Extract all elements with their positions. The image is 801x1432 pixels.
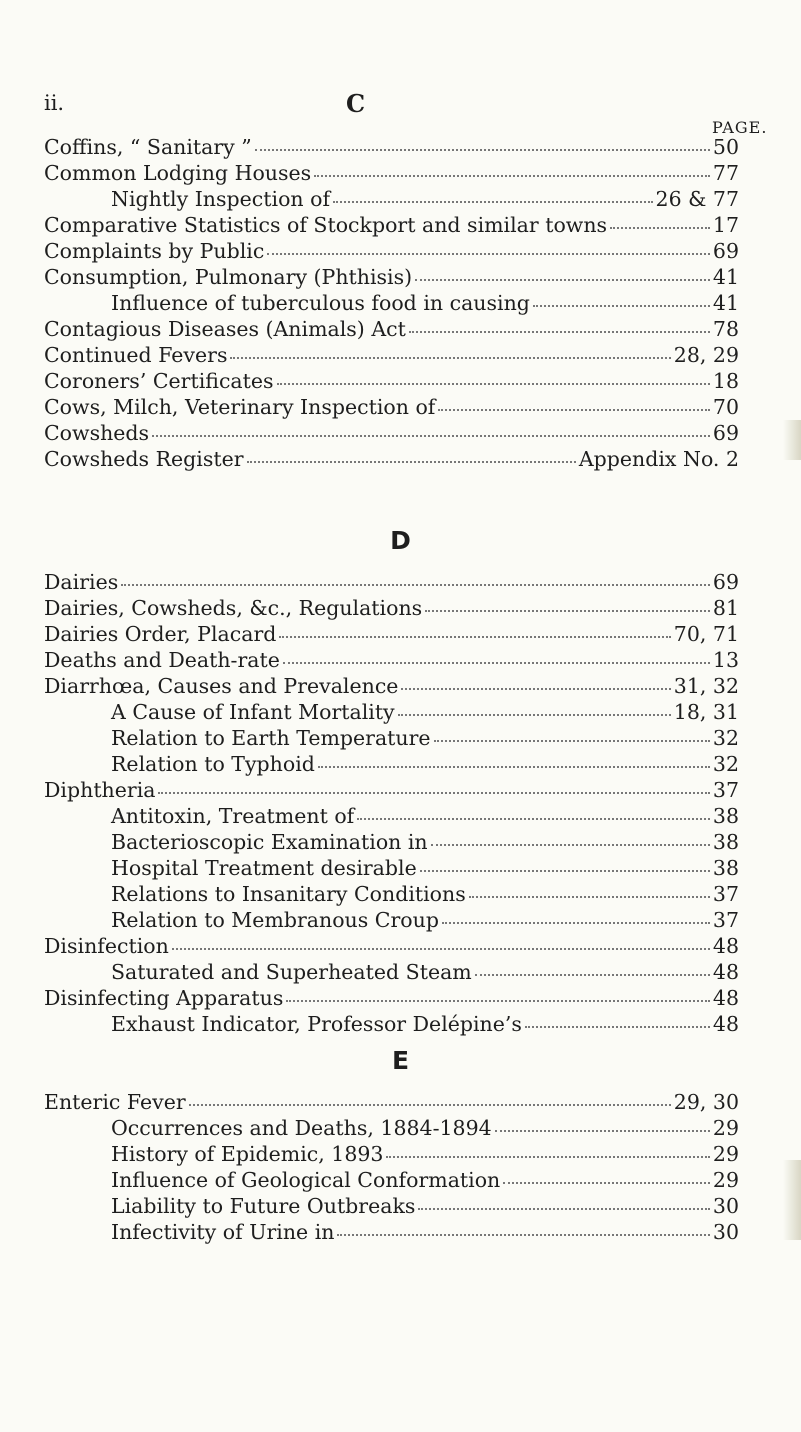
entry-page-ref: 37: [712, 778, 739, 802]
entry-label: Dairies, Cowsheds, &c., Regulations: [44, 596, 423, 620]
entry-label: Relation to Earth Temperature: [111, 726, 431, 750]
dot-leader: [431, 843, 710, 846]
dot-leader: [247, 460, 576, 463]
entry-label: Contagious Diseases (Animals) Act: [44, 317, 406, 341]
section-letter-d: D: [390, 526, 411, 555]
entry-label: Common Lodging Houses: [44, 161, 312, 185]
dot-leader: [286, 999, 710, 1002]
entry-page-ref: 13: [712, 648, 739, 672]
entry-label: Complaints by Public: [44, 239, 265, 263]
index-entry: [44, 621, 739, 648]
entry-label: Influence of Geological Conformation: [111, 1168, 501, 1192]
entry-label: Coffins, “ Sanitary ”: [44, 135, 252, 159]
index-entry: [44, 1089, 739, 1116]
index-subentry: [111, 1141, 739, 1168]
entry-page-ref: 48: [712, 986, 739, 1010]
entry-label: Liability to Future Outbreaks: [111, 1194, 416, 1218]
page-edge-shadow: [783, 420, 801, 460]
entry-page-ref: 28, 29: [673, 343, 739, 367]
page-edge-shadow: [783, 1160, 801, 1240]
index-subentry: [111, 186, 739, 213]
dot-leader: [337, 1233, 709, 1236]
entry-label: Cowsheds: [44, 421, 150, 445]
dot-leader: [279, 635, 670, 638]
dot-leader: [503, 1181, 710, 1184]
entry-label: Enteric Fever: [44, 1090, 186, 1114]
entry-label: Consumption, Pulmonary (Phthisis): [44, 265, 413, 289]
page-number: ii.: [44, 91, 65, 115]
entry-label: Dairies: [44, 570, 119, 594]
dot-leader: [121, 583, 710, 586]
dot-leader: [333, 200, 652, 203]
index-entry: [44, 160, 739, 187]
dot-leader: [283, 661, 710, 664]
dot-leader: [434, 739, 710, 742]
index-subentry: [111, 907, 739, 934]
entry-label: Hospital Treatment desirable: [111, 856, 417, 880]
index-subentry: [111, 803, 739, 830]
entry-page-ref: 38: [712, 804, 739, 828]
entry-label: Nightly Inspection of: [111, 187, 331, 211]
dot-leader: [158, 791, 709, 794]
index-entry: [44, 342, 739, 369]
dot-leader: [318, 765, 710, 768]
dot-leader: [357, 817, 710, 820]
index-subentry: [111, 1011, 739, 1038]
dot-leader: [418, 1207, 710, 1210]
index-entry: [44, 933, 739, 960]
dot-leader: [267, 252, 710, 255]
dot-leader: [255, 148, 710, 151]
dot-leader: [398, 713, 671, 716]
entry-page-ref: 78: [712, 317, 739, 341]
entry-page-ref: 26 & 77: [655, 187, 739, 211]
dot-leader: [533, 304, 710, 307]
dot-leader: [525, 1025, 710, 1028]
dot-leader: [469, 895, 710, 898]
entry-page-ref: 41: [712, 291, 739, 315]
entry-label: Occurrences and Deaths, 1884-1894: [111, 1116, 492, 1140]
dot-leader: [277, 382, 710, 385]
entry-label: Disinfection: [44, 934, 169, 958]
entry-label: Saturated and Superheated Steam: [111, 960, 472, 984]
dot-leader: [189, 1103, 671, 1106]
entry-page-ref: 48: [712, 960, 739, 984]
entry-label: Comparative Statistics of Stockport and similar towns: [44, 213, 608, 237]
index-entry: [44, 647, 739, 674]
entry-label: Relation to Typhoid: [111, 752, 315, 776]
index-entry: [44, 446, 739, 473]
index-entry: [44, 212, 739, 239]
index-subentry: [111, 855, 739, 882]
entry-label: Cows, Milch, Veterinary Inspection of: [44, 395, 436, 419]
entry-page-ref: 41: [712, 265, 739, 289]
entry-page-ref: 50: [712, 135, 739, 159]
entry-label: Coroners’ Certificates: [44, 369, 274, 393]
index-subentry: [111, 699, 739, 726]
entry-label: Relations to Insanitary Conditions: [111, 882, 466, 906]
entry-page-ref: 70: [712, 395, 739, 419]
index-entry: [44, 394, 739, 421]
index-entry: [44, 264, 739, 291]
index-entry: [44, 420, 739, 447]
entry-label: Infectivity of Urine in: [111, 1220, 335, 1244]
index-subentry: [111, 881, 739, 908]
entry-page-ref: 30: [712, 1220, 739, 1244]
entry-page-ref: 29: [712, 1116, 739, 1140]
entry-page-ref: 38: [712, 830, 739, 854]
entry-label: Dairies Order, Placard: [44, 622, 277, 646]
entry-page-ref: 30: [712, 1194, 739, 1218]
dot-leader: [475, 973, 710, 976]
entry-page-ref: 32: [712, 752, 739, 776]
entry-page-ref: 29, 30: [673, 1090, 739, 1114]
entry-page-ref: 32: [712, 726, 739, 750]
entry-page-ref: 81: [712, 596, 739, 620]
dot-leader: [495, 1129, 710, 1132]
index-subentry: [111, 1115, 739, 1142]
dot-leader: [230, 356, 670, 359]
entry-label: Exhaust Indicator, Professor Delépine’s: [111, 1012, 522, 1036]
entry-page-ref: 69: [712, 239, 739, 263]
entry-label: Deaths and Death-rate: [44, 648, 280, 672]
dot-leader: [314, 174, 710, 177]
index-subentry: [111, 1167, 739, 1194]
dot-leader: [401, 687, 670, 690]
index-entry: [44, 368, 739, 395]
dot-leader: [386, 1155, 709, 1158]
index-entry: [44, 569, 739, 596]
entry-page-ref: 29: [712, 1142, 739, 1166]
entry-label: Disinfecting Apparatus: [44, 986, 284, 1010]
entry-page-ref: 18: [712, 369, 739, 393]
entry-label: Cowsheds Register: [44, 447, 244, 471]
entry-page-ref: 69: [712, 570, 739, 594]
dot-leader: [425, 609, 710, 612]
dot-leader: [610, 226, 710, 229]
index-subentry: [111, 725, 739, 752]
entry-page-ref: 31, 32: [673, 674, 739, 698]
entry-page-ref: 18, 31: [673, 700, 739, 724]
index-entry: [44, 985, 739, 1012]
entry-label: Diarrhœa, Causes and Prevalence: [44, 674, 399, 698]
index-subentry: [111, 751, 739, 778]
entry-page-ref: 48: [712, 1012, 739, 1036]
entry-label: Continued Fevers: [44, 343, 228, 367]
entry-page-ref: 37: [712, 882, 739, 906]
dot-leader: [420, 869, 710, 872]
index-entry: [44, 673, 739, 700]
index-entry: [44, 238, 739, 265]
dot-leader: [438, 408, 710, 411]
dot-leader: [415, 278, 710, 281]
entry-label: Antitoxin, Treatment of: [111, 804, 355, 828]
entry-page-ref: 77: [712, 161, 739, 185]
dot-leader: [152, 434, 710, 437]
entry-label: A Cause of Infant Mortality: [111, 700, 395, 724]
page-column-header: PAGE.: [712, 118, 768, 137]
index-entry: [44, 595, 739, 622]
entry-label: Diphtheria: [44, 778, 156, 802]
entry-page-ref: Appendix No. 2: [578, 447, 739, 471]
entry-page-ref: 70, 71: [673, 622, 739, 646]
index-subentry: [111, 1193, 739, 1220]
entry-page-ref: 17: [712, 213, 739, 237]
entry-page-ref: 37: [712, 908, 739, 932]
index-entry: [44, 134, 739, 161]
entry-label: Influence of tuberculous food in causing: [111, 291, 530, 315]
dot-leader: [409, 330, 710, 333]
entry-label: History of Epidemic, 1893: [111, 1142, 384, 1166]
index-subentry: [111, 290, 739, 317]
index-subentry: [111, 1219, 739, 1246]
section-letter-e: E: [391, 1046, 410, 1075]
index-entry: [44, 316, 739, 343]
entry-label: Bacterioscopic Examination in: [111, 830, 428, 854]
entry-page-ref: 38: [712, 856, 739, 880]
section-letter-c: C: [346, 89, 366, 118]
entry-page-ref: 48: [712, 934, 739, 958]
entry-label: Relation to Membranous Croup: [111, 908, 439, 932]
index-subentry: [111, 959, 739, 986]
entry-page-ref: 69: [712, 421, 739, 445]
index-subentry: [111, 829, 739, 856]
index-entry: [44, 777, 739, 804]
entry-page-ref: 29: [712, 1168, 739, 1192]
dot-leader: [172, 947, 710, 950]
dot-leader: [442, 921, 710, 924]
